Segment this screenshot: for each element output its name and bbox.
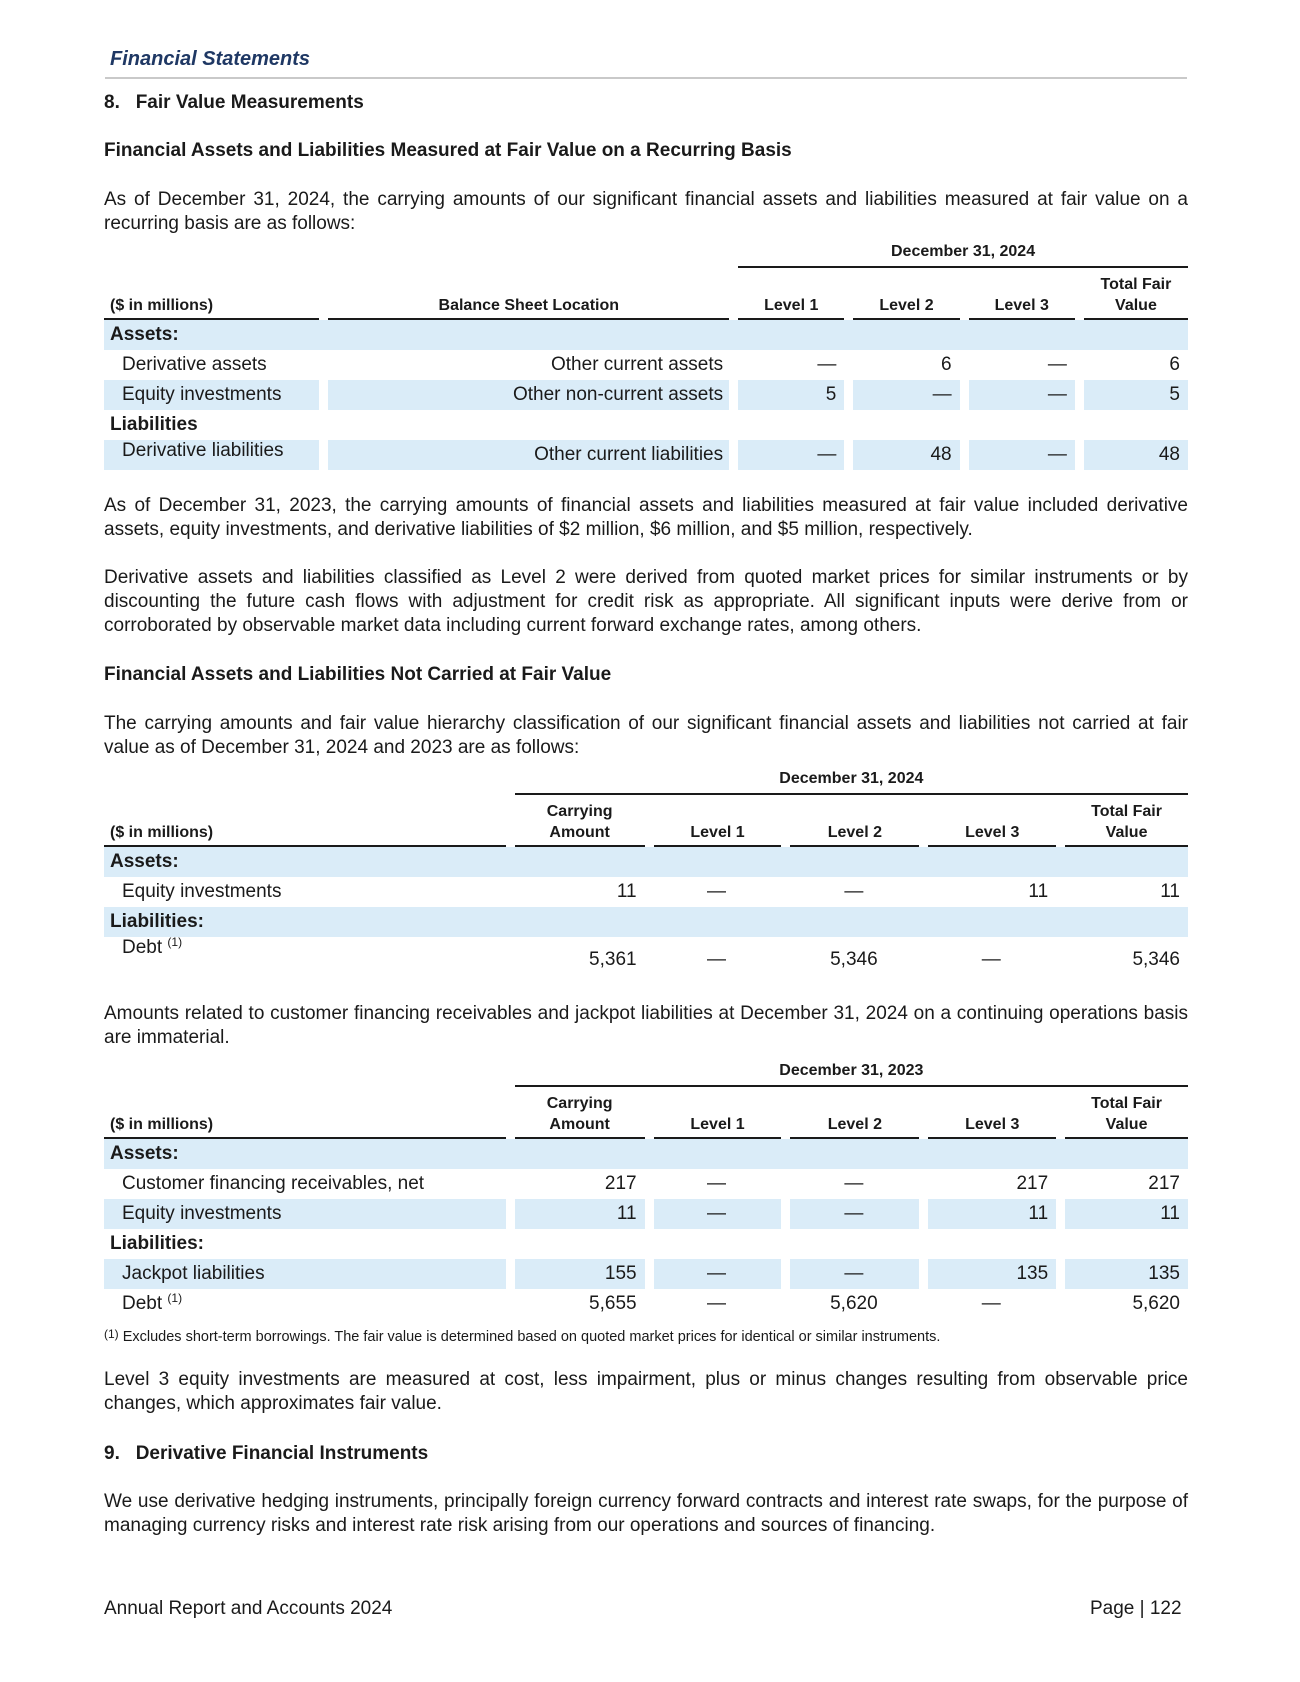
table-group-row <box>104 320 1188 350</box>
cell: — <box>654 1199 782 1229</box>
footnote-ref: (1) <box>167 1291 183 1305</box>
footer-report-title: Annual Report and Accounts 2024 <box>104 1598 393 1619</box>
paragraph: We use derivative hedging instruments, principally foreign currency forward contracts and interest rate swaps, for the purpose of managing currency risks and interest rate risk arising from our operations and sources of financing. <box>104 1491 1188 1536</box>
paragraph: As of December 31, 2024, the carrying amounts of our significant financial assets and liabilities measured at fair value on a recurring basis are as follows: <box>104 189 1188 234</box>
paragraph: Derivative assets and liabilities classified as Level 2 were derived from quoted market prices for similar instruments or by discounting the future cash flows with adjustment for credit risk as appropriate. All significant inputs were derive from or corroborated by observable market data including current forward exchange rates, among others. <box>104 567 1188 636</box>
cell: — <box>1047 354 1067 375</box>
section-title: Derivative Financial Instruments <box>135 1443 429 1464</box>
group-label: Assets: <box>104 1139 1188 1169</box>
not-carried-2024-table <box>95 768 1197 971</box>
column-header: Level 3 <box>928 795 1056 847</box>
row-label: Derivative liabilities <box>104 440 319 470</box>
cell: 48 <box>853 440 959 470</box>
row-label: Equity investments <box>104 380 319 410</box>
cell: 6 <box>1169 354 1180 375</box>
cell: 48 <box>1084 440 1188 470</box>
footer-page-number: Page | 122 <box>1090 1598 1182 1619</box>
cell: 5 <box>1084 380 1188 410</box>
cell: — <box>981 1293 1001 1314</box>
cell: — <box>707 1293 726 1314</box>
column-header: Total Fair Value <box>1065 1087 1188 1139</box>
cell: 6 <box>941 354 952 375</box>
cell: — <box>654 1259 782 1289</box>
section-number: 9. <box>104 1443 120 1464</box>
table-group-row <box>104 1139 1188 1169</box>
group-label: Liabilities <box>110 414 198 435</box>
cell: — <box>707 881 726 902</box>
row-label: Equity investments <box>104 1199 506 1229</box>
cell: 11 <box>1028 881 1049 902</box>
subsection-heading-recurring: Financial Assets and Liabilities Measured at Fair Value on a Recurring Basis <box>104 140 792 161</box>
cell: — <box>707 949 726 970</box>
column-header: Level 2 <box>853 268 959 320</box>
table-row <box>104 1199 1188 1229</box>
cell: — <box>790 1259 919 1289</box>
cell: 135 <box>1065 1259 1188 1289</box>
header-title: Financial Statements <box>110 48 311 70</box>
table-row <box>104 937 1188 971</box>
cell: Other current assets <box>551 354 724 375</box>
section-9-heading <box>104 1443 428 1465</box>
paragraph: As of December 31, 2023, the carrying amounts of financial assets and liabilities measured at fair value included derivative assets, equity investments, and derivative liabilities of $2 million, $6 million, and $5 million, respectively. <box>104 495 1188 540</box>
column-header: Level 1 <box>654 795 782 847</box>
footnote-text: Excludes short-term borrowings. The fair value is determined based on quoted market prices for identical or similar instruments. <box>122 1329 941 1345</box>
cell: 5,620 <box>1132 1293 1180 1314</box>
row-label <box>104 1289 506 1319</box>
cell: — <box>844 881 864 902</box>
cell: — <box>969 380 1075 410</box>
cell: 11 <box>616 881 637 902</box>
row-label: Customer financing receivables, net <box>122 1173 425 1194</box>
table-row <box>104 350 1188 380</box>
table-group-row <box>104 907 1188 937</box>
column-header: Total Fair Value <box>1084 268 1188 320</box>
column-header: ($ in millions) <box>104 795 506 847</box>
column-header: Level 1 <box>654 1087 782 1139</box>
section-title: Fair Value Measurements <box>135 92 364 113</box>
cell: 5 <box>738 380 844 410</box>
period-header: December 31, 2023 <box>515 1060 1188 1087</box>
table-row <box>104 1169 1188 1199</box>
column-header: Level 2 <box>790 795 919 847</box>
row-label: Derivative assets <box>122 354 267 375</box>
table-row <box>104 877 1188 907</box>
column-header: Carrying Amount <box>515 1087 645 1139</box>
cell: 11 <box>928 1199 1056 1229</box>
section-number: 8. <box>104 92 120 113</box>
cell: — <box>844 1173 864 1194</box>
column-header: Level 1 <box>738 268 844 320</box>
row-label: Jackpot liabilities <box>104 1259 506 1289</box>
not-carried-2023-table <box>95 1060 1197 1319</box>
header-divider <box>105 77 1187 79</box>
table-group-row <box>104 410 1188 440</box>
table-row <box>104 440 1188 470</box>
table-group-row <box>104 847 1188 877</box>
cell: 11 <box>1160 881 1180 902</box>
column-header: Total Fair Value <box>1065 795 1188 847</box>
cell: — <box>981 949 1001 970</box>
section-8-heading <box>104 92 364 114</box>
paragraph: Level 3 equity investments are measured at cost, less impairment, plus or minus changes resulting from observable price changes, which approximates fair value. <box>104 1369 1188 1414</box>
cell: — <box>738 440 844 470</box>
table-row <box>104 1259 1188 1289</box>
cell: 217 <box>1148 1173 1180 1194</box>
cell: 217 <box>604 1173 637 1194</box>
footnote-ref: (1) <box>167 935 183 949</box>
group-label: Assets: <box>104 847 1188 877</box>
fair-value-recurring-table <box>95 241 1197 470</box>
cell: 217 <box>1016 1173 1049 1194</box>
cell: 5,346 <box>830 949 878 970</box>
paragraph: The carrying amounts and fair value hierarchy classification of our significant financial assets and liabilities not carried at fair value as of December 31, 2024 and 2023 are as follows: <box>104 713 1188 758</box>
cell: 5,346 <box>1132 949 1180 970</box>
cell: Other non-current assets <box>328 380 729 410</box>
cell: 155 <box>515 1259 645 1289</box>
cell: — <box>853 380 959 410</box>
cell: 5,361 <box>589 949 637 970</box>
cell: 11 <box>515 1199 645 1229</box>
cell: — <box>790 1199 919 1229</box>
column-header: ($ in millions) <box>104 1087 506 1139</box>
column-header: Carrying Amount <box>515 795 645 847</box>
period-header: December 31, 2024 <box>515 768 1188 795</box>
group-label: Liabilities: <box>110 1233 204 1254</box>
cell: — <box>817 354 837 375</box>
column-header: Level 3 <box>969 268 1075 320</box>
cell: — <box>707 1173 726 1194</box>
row-label <box>104 937 506 971</box>
row-label-text: Debt <box>122 1293 163 1314</box>
cell: 5,620 <box>830 1293 878 1314</box>
row-label: Equity investments <box>122 881 282 902</box>
period-header: December 31, 2024 <box>738 241 1188 268</box>
row-label-text: Debt <box>122 937 163 958</box>
column-header: Level 2 <box>790 1087 919 1139</box>
table-group-row <box>104 1229 1188 1259</box>
table-row <box>104 1289 1188 1319</box>
paragraph: Amounts related to customer financing receivables and jackpot liabilities at December 31, 2024 on a continuing operations basis are immaterial. <box>104 1003 1188 1048</box>
cell: 5,655 <box>589 1293 637 1314</box>
table-footnote <box>104 1329 940 1345</box>
table-row <box>104 380 1188 410</box>
group-label: Liabilities: <box>104 907 1188 937</box>
footnote-marker: (1) <box>104 1327 119 1341</box>
cell: 11 <box>1065 1199 1188 1229</box>
column-header: ($ in millions) <box>104 268 319 320</box>
subsection-heading-not-carried: Financial Assets and Liabilities Not Carried at Fair Value <box>104 664 612 685</box>
column-header: Level 3 <box>928 1087 1056 1139</box>
column-header: Balance Sheet Location <box>328 268 729 320</box>
group-label: Assets: <box>104 320 1188 350</box>
cell: Other current liabilities <box>328 440 729 470</box>
cell: 135 <box>928 1259 1056 1289</box>
cell: — <box>969 440 1075 470</box>
